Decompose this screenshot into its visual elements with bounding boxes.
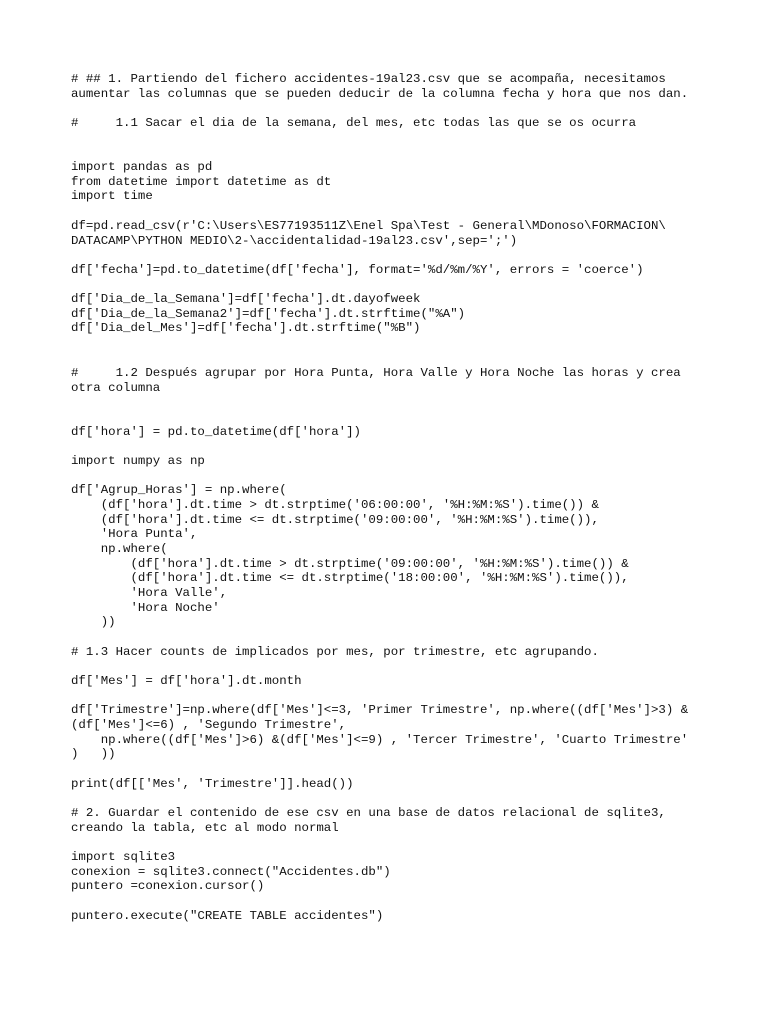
code-line: (df['hora'].dt.time > dt.strptime('06:00:00', '%H:%M:%S').time()) & bbox=[71, 498, 599, 512]
code-line: DATACAMP\PYTHON MEDIO\2-\accidentalidad-19al23.csv',sep=';') bbox=[71, 234, 518, 248]
code-line: (df['hora'].dt.time <= dt.strptime('18:00:00', '%H:%M:%S').time()), bbox=[71, 571, 629, 585]
code-line: df['Agrup_Horas'] = np.where( bbox=[71, 483, 287, 497]
code-line: ) )) bbox=[71, 747, 116, 761]
code-line: 'Hora Punta', bbox=[71, 527, 198, 541]
section-comment-1-3: # 1.3 Hacer counts de implicados por mes, por trimestre, etc agrupando. bbox=[71, 645, 599, 659]
code-line: print(df[['Mes', 'Trimestre']].head()) bbox=[71, 777, 354, 791]
heading-comment-2: # 2. Guardar el contenido de ese csv en una base de datos relacional de sqlite3, bbox=[71, 806, 666, 820]
code-line: (df['hora'].dt.time <= dt.strptime('09:00:00', '%H:%M:%S').time()), bbox=[71, 513, 599, 527]
code-line: conexion = sqlite3.connect("Accidentes.db") bbox=[71, 865, 391, 879]
heading-comment-2-continued: creando la tabla, etc al modo normal bbox=[71, 821, 339, 835]
code-line: df['Dia_de_la_Semana2']=df['fecha'].dt.strftime("%A") bbox=[71, 307, 466, 321]
section-comment-1-2: # 1.2 Después agrupar por Hora Punta, Hora Valle y Hora Noche las horas y crea bbox=[71, 366, 681, 380]
code-line: 'Hora Noche' bbox=[71, 601, 220, 615]
code-line: df['Dia_de_la_Semana']=df['fecha'].dt.dayofweek bbox=[71, 292, 421, 306]
code-line: np.where((df['Mes']>6) &(df['Mes']<=9) , 'Tercer Trimestre', 'Cuarto Trimestre' bbox=[71, 733, 689, 747]
code-line: df['hora'] = pd.to_datetime(df['hora']) bbox=[71, 425, 361, 439]
heading-comment-1-continued: aumentar las columnas que se pueden deducir de la columna fecha y hora que nos dan. bbox=[71, 87, 689, 101]
code-line: 'Hora Valle', bbox=[71, 586, 228, 600]
code-line: import numpy as np bbox=[71, 454, 205, 468]
code-line: df['Mes'] = df['hora'].dt.month bbox=[71, 674, 302, 688]
code-line: import sqlite3 bbox=[71, 850, 176, 864]
code-line: from datetime import datetime as dt bbox=[71, 175, 332, 189]
code-line: df=pd.read_csv(r'C:\Users\ES77193511Z\Enel Spa\Test - General\MDonoso\FORMACION\ bbox=[71, 219, 666, 233]
code-line: df['fecha']=pd.to_datetime(df['fecha'], format='%d/%m/%Y', errors = 'coerce') bbox=[71, 263, 644, 277]
code-line: np.where( bbox=[71, 542, 168, 556]
code-line: )) bbox=[71, 615, 116, 629]
code-line: df['Trimestre']=np.where(df['Mes']<=3, 'Primer Trimestre', np.where((df['Mes']>3) & bbox=[71, 703, 689, 717]
code-line: import pandas as pd bbox=[71, 160, 213, 174]
code-line: puntero =conexion.cursor() bbox=[71, 879, 265, 893]
section-comment-1-1: # 1.1 Sacar el dia de la semana, del mes, etc todas las que se os ocurra bbox=[71, 116, 637, 130]
heading-comment-1: # ## 1. Partiendo del fichero accidentes-19al23.csv que se acompaña, necesitamos bbox=[71, 72, 666, 86]
code-line: puntero.execute("CREATE TABLE accidentes") bbox=[71, 909, 384, 923]
code-line: (df['Mes']<=6) , 'Segundo Trimestre', bbox=[71, 718, 347, 732]
section-comment-1-2-continued: otra columna bbox=[71, 381, 161, 395]
code-line: df['Dia_del_Mes']=df['fecha'].dt.strftime("%B") bbox=[71, 321, 421, 335]
code-line: (df['hora'].dt.time > dt.strptime('09:00:00', '%H:%M:%S').time()) & bbox=[71, 557, 629, 571]
code-line: import time bbox=[71, 189, 153, 203]
